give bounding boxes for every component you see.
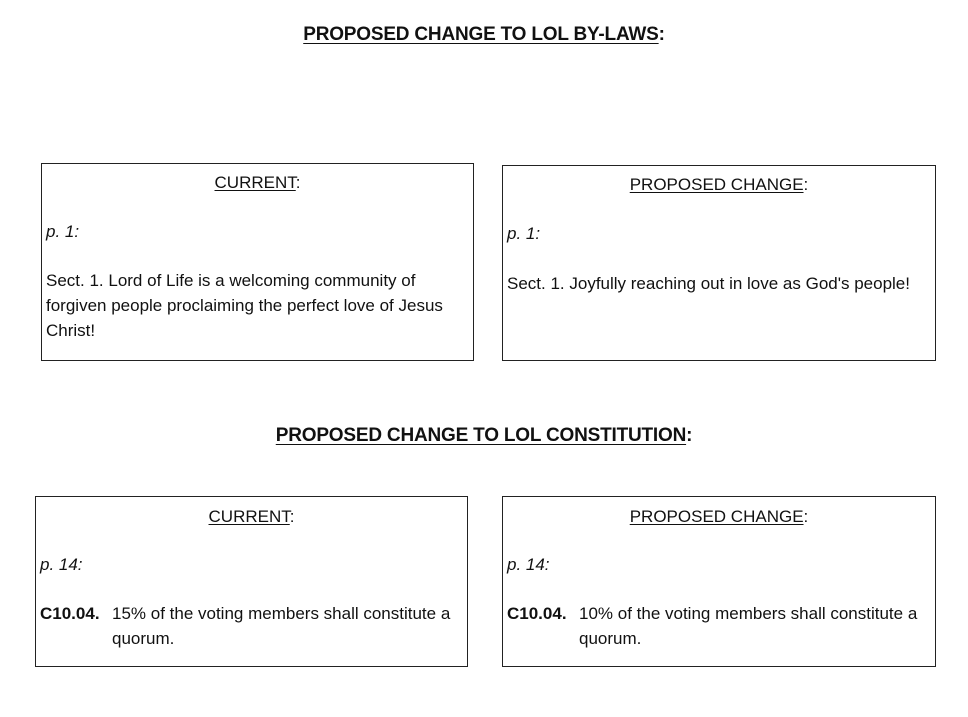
constitution-current-page-ref: p. 14:	[40, 555, 83, 574]
bylaws-current-title-colon: :	[295, 173, 301, 192]
bylaws-heading-text: PROPOSED CHANGE TO LOL BY-LAWS	[303, 24, 659, 45]
constitution-current-box	[35, 496, 468, 667]
bylaws-proposed-title-text: PROPOSED CHANGE	[629, 175, 804, 194]
bylaws-proposed-page-ref: p. 1:	[507, 224, 541, 243]
constitution-proposed-title-text: PROPOSED CHANGE	[629, 507, 804, 526]
constitution-current-text: 15% of the voting members shall constitute a quorum.	[112, 604, 451, 648]
bylaws-current-page-ref: p. 1:	[46, 222, 80, 241]
constitution-proposed-page-ref: p. 14:	[507, 555, 550, 574]
constitution-proposed-section-number: C10.04.	[507, 604, 567, 623]
constitution-current-title	[36, 507, 467, 527]
constitution-heading-text: PROPOSED CHANGE TO LOL CONSTITUTION	[275, 425, 687, 446]
constitution-proposed-title-colon: :	[803, 507, 809, 526]
constitution-proposed-title	[503, 507, 935, 527]
constitution-proposed-box	[502, 496, 936, 667]
bylaws-current-title	[42, 173, 473, 193]
constitution-heading-colon: :	[686, 425, 693, 446]
bylaws-proposed-text: Sect. 1. Joyfully reaching out in love as God's people!	[507, 274, 910, 293]
constitution-proposed-text: 10% of the voting members shall constitute a quorum.	[579, 604, 918, 648]
constitution-current-title-colon: :	[289, 507, 295, 526]
bylaws-current-text: Sect. 1. Lord of Life is a welcoming community of forgiven people proclaiming the perfect love of Jesus Christ!	[46, 271, 443, 340]
bylaws-proposed-box	[502, 165, 936, 361]
bylaws-proposed-title-colon: :	[803, 175, 809, 194]
bylaws-heading-colon: :	[658, 24, 665, 45]
bylaws-current-box	[41, 163, 474, 361]
constitution-current-title-text: CURRENT	[208, 507, 290, 526]
bylaws-current-title-text: CURRENT	[214, 173, 296, 192]
bylaws-heading	[0, 24, 968, 46]
constitution-current-section-number: C10.04.	[40, 604, 100, 623]
constitution-heading	[0, 425, 968, 447]
bylaws-proposed-title	[503, 175, 935, 195]
